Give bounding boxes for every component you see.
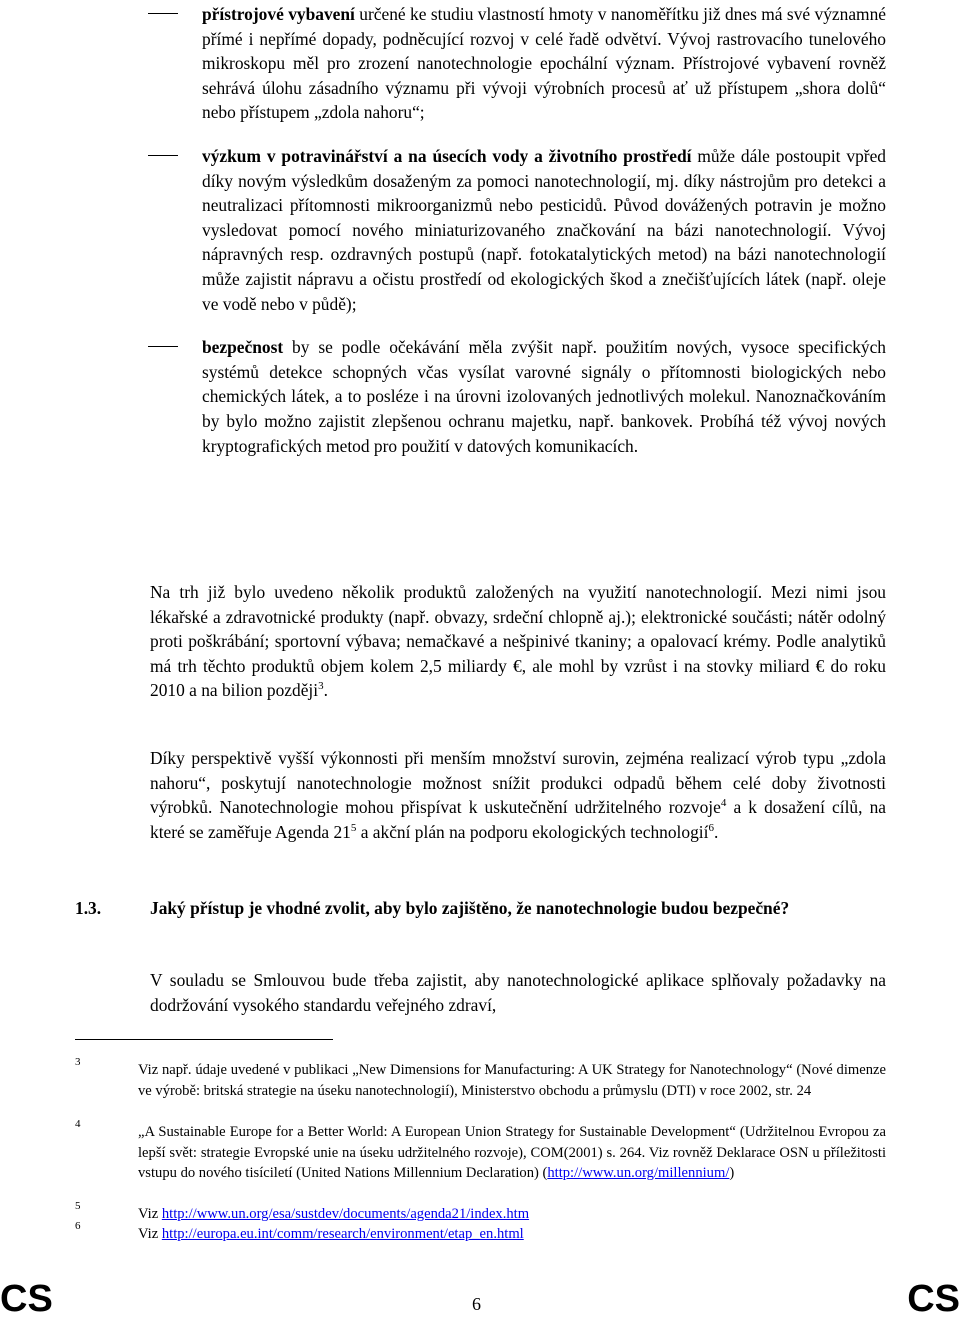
footnote-separator (75, 1039, 333, 1040)
page-number: 6 (472, 1294, 481, 1314)
dash-bullet-icon (148, 346, 178, 347)
footnote-link[interactable]: http://europa.eu.int/comm/research/environment/etap_en.html (161, 1226, 524, 1242)
footnote-prefix: Viz (138, 1206, 162, 1222)
footnote-prefix: Viz (138, 1226, 162, 1242)
footnote-ref-4[interactable]: 4 (720, 797, 727, 810)
paragraph-end: . (713, 821, 719, 842)
bullet-list (148, 0, 886, 458)
paragraph-text: Na trh již bylo uvedeno několik produktů založených na využití nanotechnologií. Mezi nimi jsou lékařské a zdravotnické produkty (např. obvazy, srdeční chlopně aj.); elektronické součásti; nátěr odolný proti poškrábání; sportovní výbava; nemačkavé a nešpinivé tkaniny; a opalovací krémy. Podle analytiků má trh těchto produktů objem kolem 2,5 miliardy €, ale mohl by vzrůst i na stovky miliard € do roku 2010 a na bilion později (150, 582, 886, 701)
footnote-text (138, 1204, 886, 1225)
footnote-text-before: „A Sustainable Europe for a Better World: A European Union Strategy for Sustainable Development“ (Udržitelnou Evropou za lepší svět: strategie Evropské unie na úseku udržitelného rozvoje), COM(2001) s. 264. Viz rovněž Deklarace OSN u příležitosti vstupu do nového tisíciletí (United Nations Millennium Declaration) ( (138, 1124, 886, 1181)
paragraph-treaty: V souladu se Smlouvou bude třeba zajistit, aby nanotechnologické aplikace splňovaly požadavky na dodržování vysokého standardu veřejného zdraví, (150, 970, 886, 1015)
footnote-ref-6[interactable]: 6 (708, 821, 714, 834)
footnote-text (138, 1224, 886, 1245)
bullet-item-security (148, 335, 886, 458)
bullet-text: může dále postoupit vpřed díky novým výsledkům dosaženým za pomoci nanotechnologií, mj. díky nástrojům pro detekci a neutralizaci přítomnosti mikroorganizmů nebo pesticidů. Původ dovážených potravin je možno vysledovat pomocí nového miniaturizovaného značkování na bázi nanotechnologií. Vývoj nápravných resp. ozdravných postupů (např. fotokatalytických metod) na bázi nanotechnologií může zajistit nápravu a očistu prostředí od ekologických škod a znečišťujících látek (např. oleje ve vodě nebo v půdě); (202, 145, 886, 314)
bullet-item-instrumentation (148, 2, 886, 125)
footnote-text: Viz např. údaje uvedené v publikaci „New Dimensions for Manufacturing: A UK Strategy for Nanotechnology“ (Nové dimenze ve výrobě: britská strategie na úseku nanotechnologií), Ministerstvo obchodu a průmyslu (DTI) v roce 2002, str. 24 (138, 1062, 886, 1099)
footnote-link[interactable]: http://www.un.org/esa/sustdev/documents/agenda21/index.htm (161, 1206, 530, 1222)
paragraph-text: a akční plán na podporu ekologických technologií (356, 821, 709, 842)
footnote-ref-5[interactable]: 5 (350, 821, 357, 834)
footnote-text (138, 1122, 886, 1184)
paragraph-sustainability (150, 746, 886, 844)
footnote-number: 4 (75, 1118, 81, 1130)
dash-bullet-icon (148, 155, 178, 156)
footnote-number: 6 (75, 1220, 81, 1232)
footer-language-right: CS (907, 1278, 960, 1320)
bullet-bold-term: výzkum v potravinářství a na úsecích vody a životního prostředí (202, 145, 692, 166)
footnote-number: 5 (75, 1200, 81, 1212)
paragraph-text: Díky perspektivě vyšší výkonnosti při menším množství surovin, zejména realizací výrob typu „zdola nahoru“, poskytují nanotechnologie možnost snížit produkci odpadů během celé doby životnosti výrobků. Nanotechnologie mohou přispívat k uskutečnění udržitelného rozvoje (150, 748, 886, 818)
bullet-bold-term: bezpečnost (202, 337, 284, 358)
footnote-number: 3 (75, 1056, 81, 1068)
bullet-item-food-water-environment (148, 144, 886, 316)
footnote-ref-3[interactable]: 3 (318, 680, 324, 693)
section-number: 1.3. (75, 898, 102, 918)
bullet-text: by se podle očekávání měla zvýšit např. použitím nových, vysoce specifických systémů detekce schopných včas vysílat varovné signály o přítomnosti biologických nebo chemických látek, a to posléze i na úrovni izolovaných jednotlivých molekul. Nanoznačkováním by bylo možno zajistit zlepšenou ochranu majetku, např. bankovek. Probíhá též vývoj nových kryptografických metod pro použití v datových komunikacích. (202, 337, 886, 456)
footnote-link[interactable]: http://www.un.org/millennium/ (547, 1165, 730, 1181)
bullet-text: určené ke studiu vlastností hmoty v nanoměřítku již dnes má své významné přímé i nepřímé dopady, podněcující rozvoj v celé řadě odvětví. Vývoj rastrovacího tunelového mikroskopu měl pro zrození nanotechnologie epochální význam. Přístrojové vybavení rovněž sehrává úlohu zásadního významu při vývoji výrobních procesů ať už přístupem „shora dolů“ nebo přístupem „zdola nahoru“; (202, 4, 886, 123)
footer-language-left: CS (0, 1278, 53, 1320)
paragraph-text: a k dosažení cílů, na které se zaměřuje Agenda 21 (150, 797, 886, 842)
paragraph-end: . (323, 680, 328, 701)
dash-bullet-icon (148, 13, 178, 14)
paragraph-market (150, 580, 886, 703)
bullet-bold-term: přístrojové vybavení (202, 4, 355, 24)
section-title: Jaký přístup je vhodné zvolit, aby bylo zajištěno, že nanotechnologie budou bezpečné? (150, 898, 790, 918)
footnote-text-after: ) (729, 1165, 735, 1181)
